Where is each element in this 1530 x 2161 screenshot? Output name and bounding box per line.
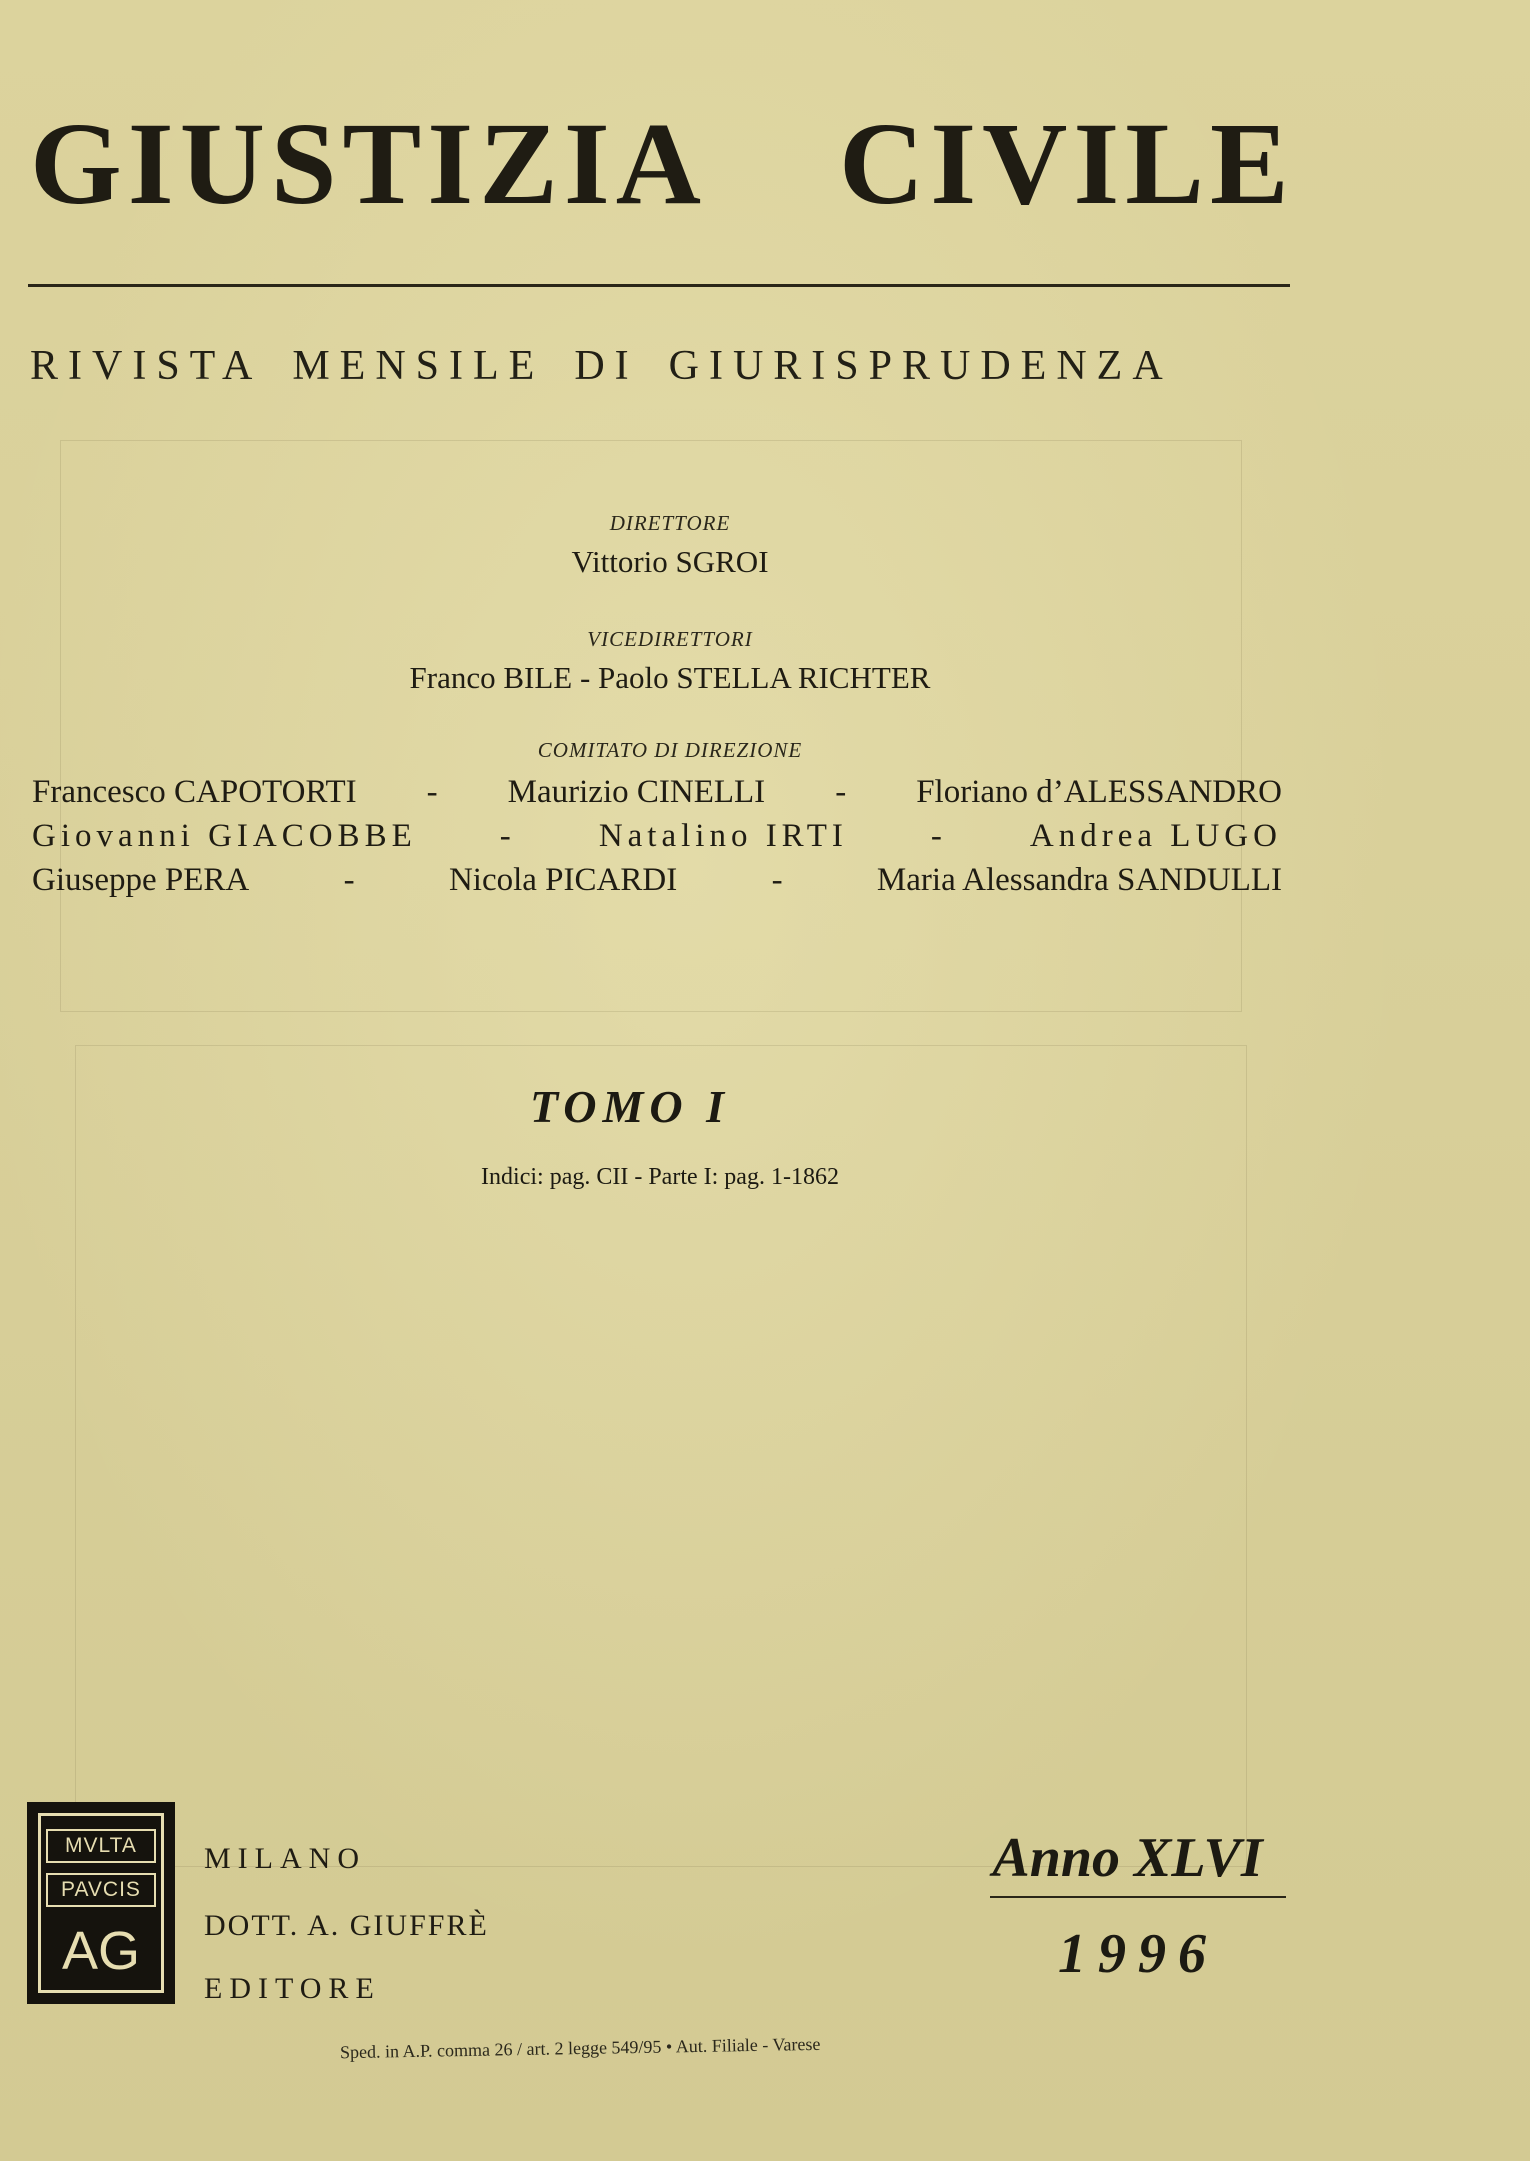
year-label: 1996 bbox=[1058, 1923, 1218, 1985]
tomo-label: TOMO I bbox=[529, 1081, 730, 1132]
committee-separator: - bbox=[426, 774, 438, 810]
committee-separator: - bbox=[835, 774, 847, 810]
anno-rule bbox=[990, 1896, 1286, 1898]
vice-directors-names: Franco BILE - Paolo STELLA RICHTER bbox=[409, 660, 931, 695]
journal-title-word1: GIUSTIZIA bbox=[30, 98, 708, 229]
committee-member: Giovanni GIACOBBE bbox=[32, 818, 417, 854]
committee-separator: - bbox=[499, 818, 516, 854]
publisher-logo bbox=[27, 1802, 175, 2004]
publisher-role: EDITORE bbox=[204, 1972, 381, 2005]
committee-row bbox=[32, 774, 1282, 811]
committee-separator: - bbox=[343, 862, 355, 898]
publisher-name: DOTT. A. GIUFFRÈ bbox=[204, 1909, 489, 1942]
committee-member: Maurizio CINELLI bbox=[507, 774, 766, 810]
logo-word-multa: MVLTA bbox=[46, 1829, 156, 1863]
committee-role: COMITATO DI DIREZIONE bbox=[537, 738, 803, 762]
director-name: Vittorio SGROI bbox=[571, 544, 769, 579]
committee-member: Andrea LUGO bbox=[1029, 818, 1282, 854]
indici-note: Indici: pag. CII - Parte I: pag. 1-1862 bbox=[481, 1164, 839, 1190]
committee-separator: - bbox=[771, 862, 783, 898]
committee-separator: - bbox=[930, 818, 947, 854]
committee-row bbox=[32, 818, 1282, 855]
vice-directors-role: VICEDIRETTORI bbox=[587, 627, 753, 651]
committee-member: Nicola PICARDI bbox=[448, 862, 678, 898]
journal-title-word2: CIVILE bbox=[839, 98, 1295, 229]
committee-member: Natalino IRTI bbox=[598, 818, 848, 854]
anno-label: Anno XLVI bbox=[992, 1827, 1263, 1889]
committee-member: Giuseppe PERA bbox=[32, 862, 250, 898]
subtitle-word4: GIURISPRUDENZA bbox=[668, 343, 1173, 389]
postal-note: Sped. in A.P. comma 26 / art. 2 legge 549/95 • Aut. Filiale - Varese bbox=[339, 2033, 821, 2063]
committee-member: Maria Alessandra SANDULLI bbox=[876, 862, 1282, 898]
committee-member: Francesco CAPOTORTI bbox=[32, 774, 357, 810]
publisher-city: MILANO bbox=[204, 1842, 366, 1875]
logo-word-paucis: PAVCIS bbox=[46, 1873, 156, 1907]
journal-title bbox=[30, 98, 1300, 229]
committee-member: Floriano d’ALESSANDRO bbox=[916, 774, 1282, 810]
director-role: DIRETTORE bbox=[609, 511, 731, 535]
committee-row bbox=[32, 862, 1282, 899]
title-rule bbox=[28, 284, 1290, 287]
journal-subtitle bbox=[30, 342, 1310, 390]
subtitle-word1: RIVISTA bbox=[30, 343, 263, 389]
subtitle-word2: MENSILE bbox=[292, 343, 545, 389]
subtitle-word3: DI bbox=[574, 343, 639, 389]
logo-monogram: AG bbox=[61, 1921, 141, 1981]
